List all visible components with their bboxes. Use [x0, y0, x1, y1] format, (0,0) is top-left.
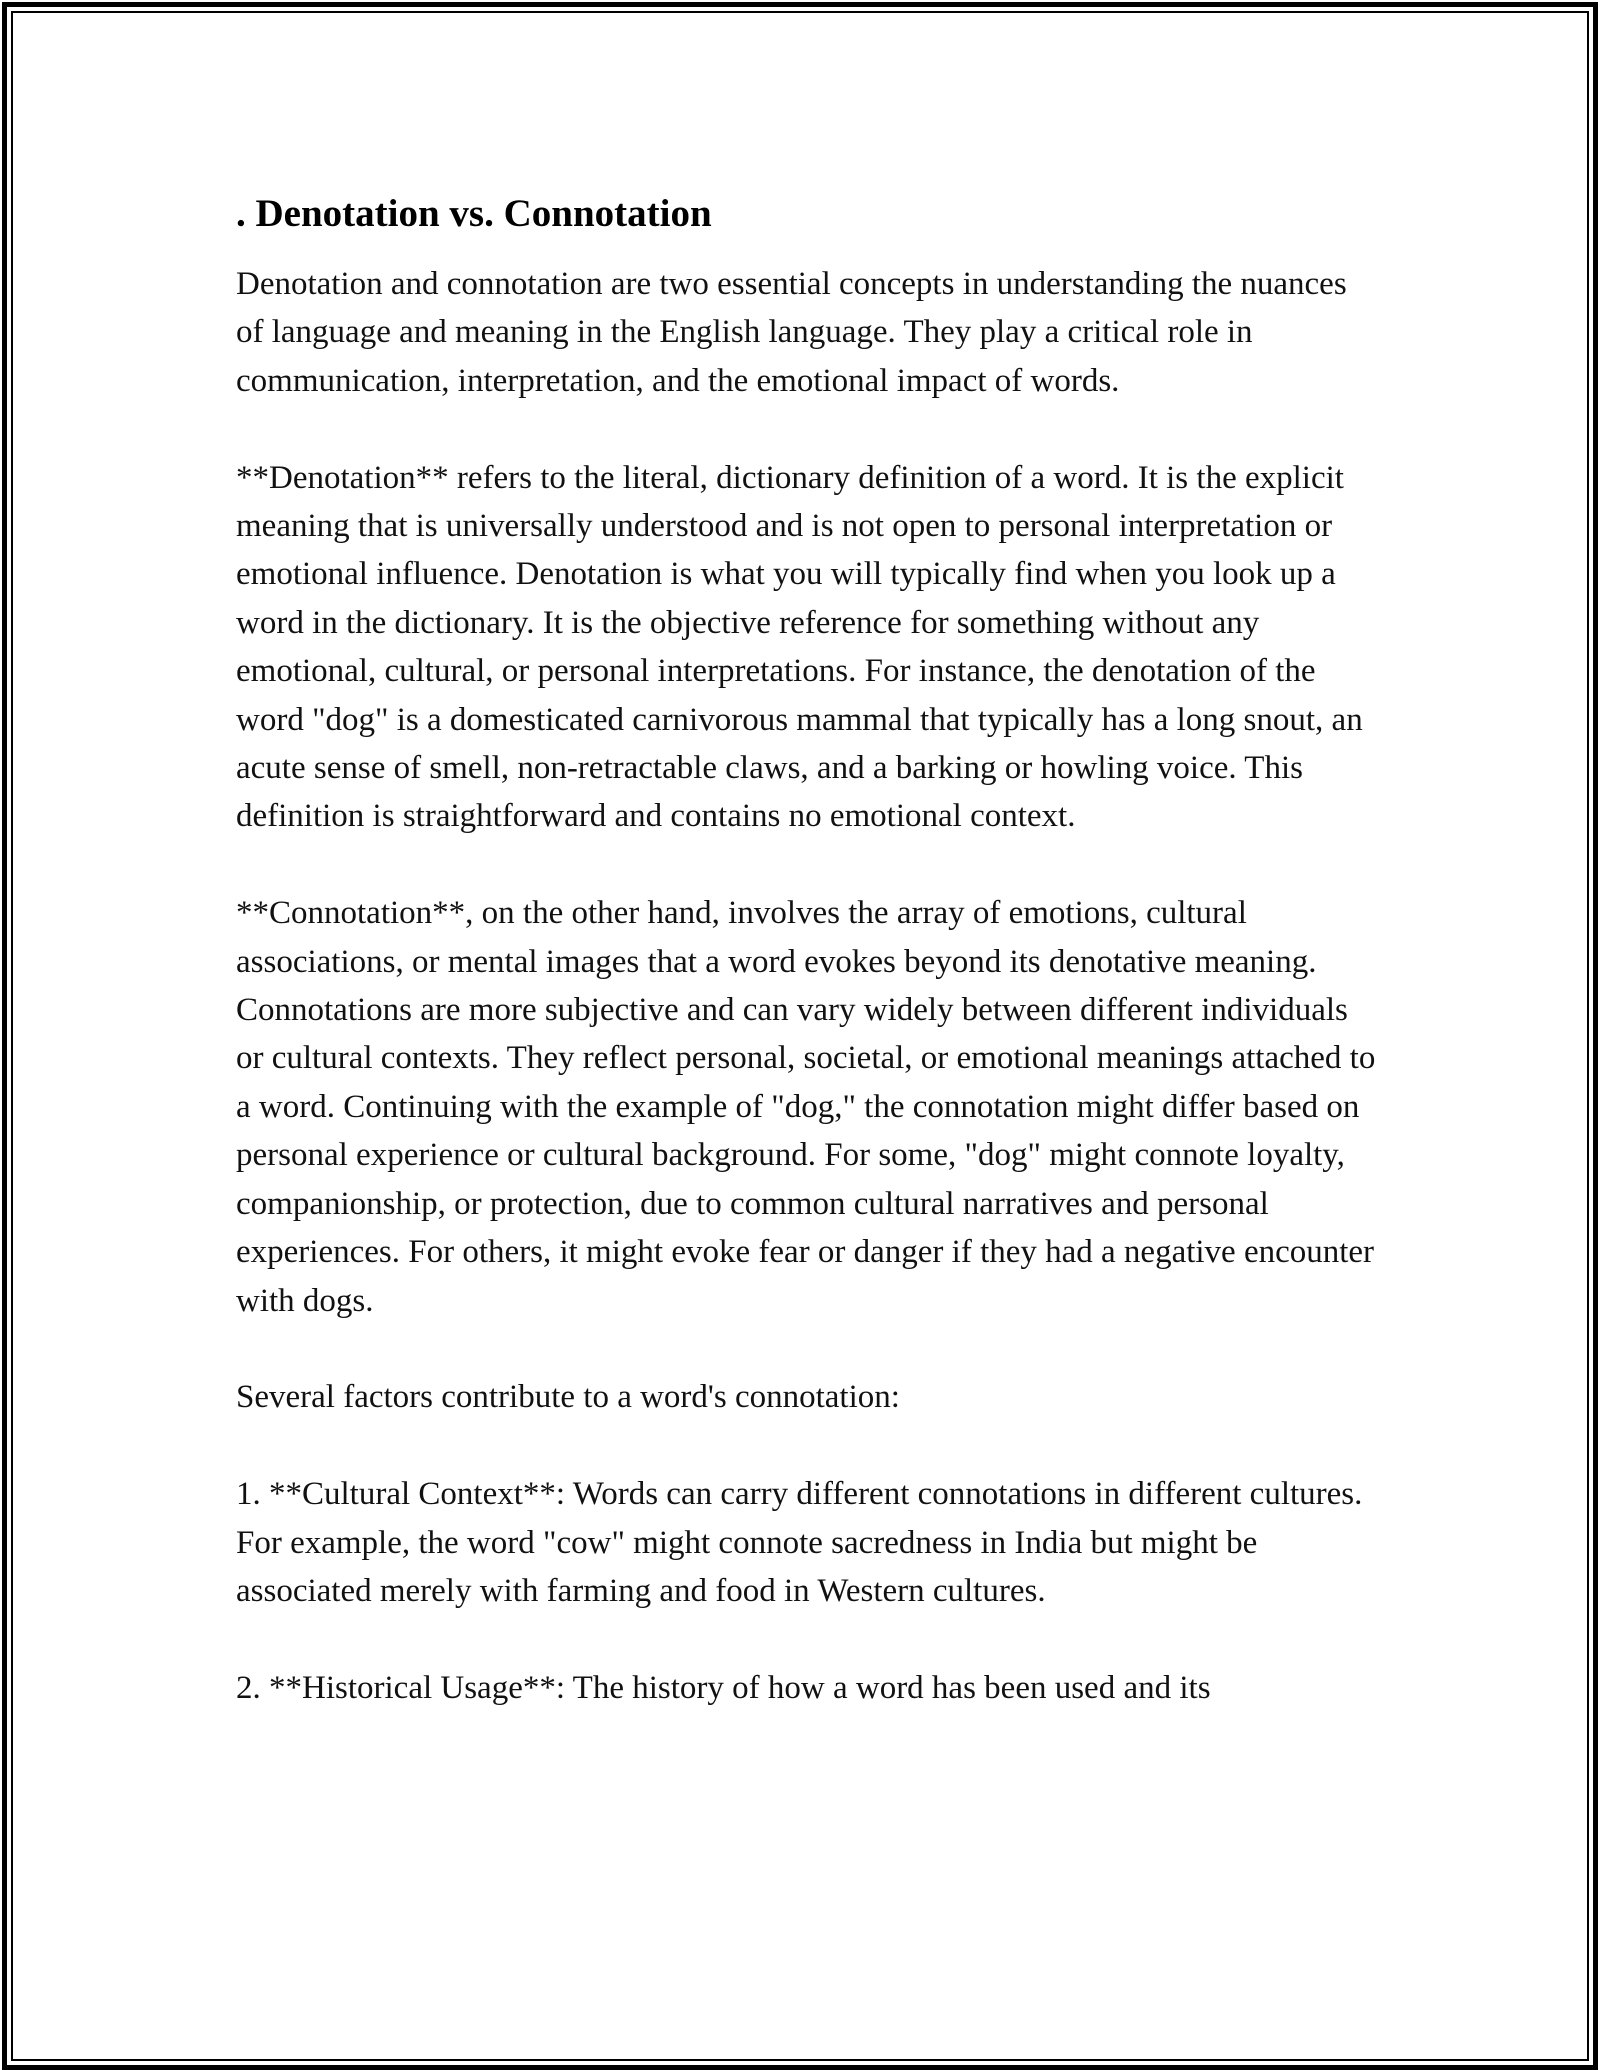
document-body [236, 186, 1376, 1712]
document-title: . Denotation vs. Connotation [236, 192, 712, 235]
list-item-historical-usage: 2. **Historical Usage**: The history of how a word has been used and its [236, 1669, 1211, 1706]
paragraph-factors-intro: Several factors contribute to a word's connotation: [236, 1379, 900, 1416]
list-item-cultural-context: 1. **Cultural Context**: Words can carry different connotations in different cultures. For example, the word "cow" might connote sacredness in India but might be associated merely with farming and food in Western cultures. [236, 1476, 1363, 1609]
paragraph-denotation: **Denotation** refers to the literal, dictionary definition of a word. It is the explicit meaning that is universally understood and is not open to personal interpretation or emotional influence. Denotation is what you will typically find when you look up a word in the dictionary. It is the objective reference for something without any emotional, cultural, or personal interpretations. For instance, the denotation of the word "dog" is a domesticated carnivorous mammal that typically has a long snout, an acute sense of smell, non-retractable claws, and a barking or howling voice. This definition is straightforward and contains no emotional context. [236, 459, 1363, 835]
paragraph-intro: Denotation and connotation are two essential concepts in understanding the nuances of language and meaning in the English language. They play a critical role in communication, interpretation, and the emotional impact of words. [236, 266, 1347, 399]
paragraph-connotation: **Connotation**, on the other hand, involves the array of emotions, cultural associations, or mental images that a word evokes beyond its denotative meaning. Connotations are more subjective and can vary widely between different individuals or cultural contexts. They reflect personal, societal, or emotional meanings attached to a word. Continuing with the example of "dog," the connotation might differ based on personal experience or cultural background. For some, "dog" might connote loyalty, companionship, or protection, due to common cultural narratives and personal experiences. For others, it might evoke fear or danger if they had a negative encounter with dogs. [236, 895, 1376, 1319]
